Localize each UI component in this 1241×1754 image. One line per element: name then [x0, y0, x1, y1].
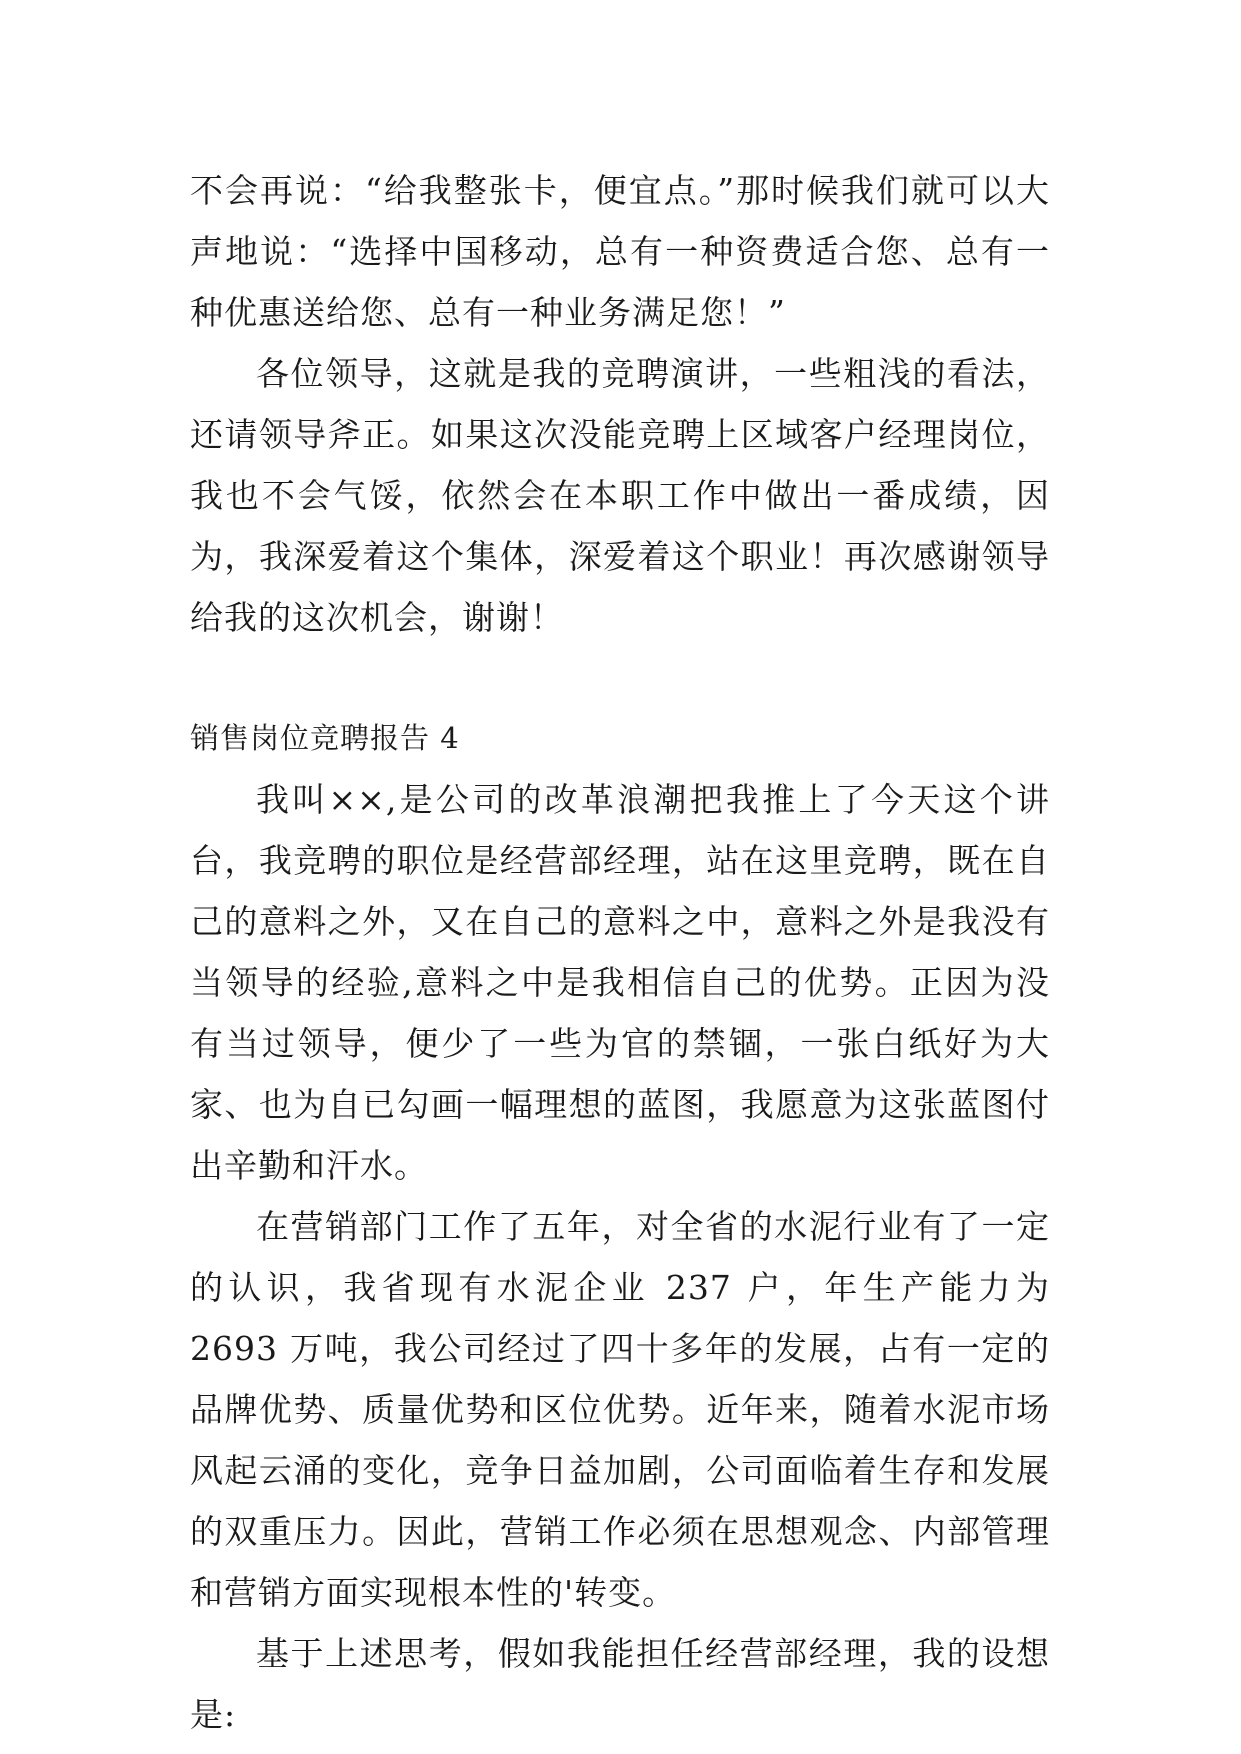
paragraph-industry-analysis: 在营销部门工作了五年，对全省的水泥行业有了一定的认识，我省现有水泥企业 237 户，年生产能力为 2693 万吨，我公司经过了四十多年的发展，占有一定的品牌优势、质量优势和区位优势。近年来，随着水泥市场风起云涌的变化，竞争日益加剧，公司面临着生存和发展的双重压力。因此，营销工作必须在思想观念、内部管理和营销方面实现根本性的'转变。 — [190, 1207, 1050, 1612]
paragraph-plan-intro: 基于上述思考，假如我能担任经营部经理，我的设想是: — [190, 1634, 1050, 1734]
section-heading: 销售岗位竞聘报告 4 — [190, 721, 460, 755]
paragraph-closing-remarks: 各位领导，这就是我的竞聘演讲，一些粗浅的看法，还请领导斧正。如果这次没能竞聘上区域客户经理岗位，我也不会气馁，依然会在本职工作中做出一番成绩，因为，我深爱着这个集体，深爱着这个职业！再次感谢领导给我的这次机会，谢谢！ — [190, 354, 1050, 637]
document-body — [190, 160, 1050, 1745]
paragraph-introduction: 我叫××,是公司的改革浪潮把我推上了今天这个讲台，我竞聘的职位是经营部经理，站在这里竞聘，既在自己的意料之外，又在自己的意料之中，意料之外是我没有当领导的经验,意料之中是我相信自己的优势。正因为没有当过领导，便少了一些为官的禁锢，一张白纸好为大家、也为自已勾画一幅理想的蓝图，我愿意为这张蓝图付出辛勤和汗水。 — [190, 780, 1050, 1185]
section-spacer — [190, 648, 1050, 708]
paragraph-continued: 不会再说：“给我整张卡，便宜点。”那时候我们就可以大声地说：“选择中国移动，总有一种资费适合您、总有一种优惠送给您、总有一种业务满足您！” — [190, 171, 1050, 332]
